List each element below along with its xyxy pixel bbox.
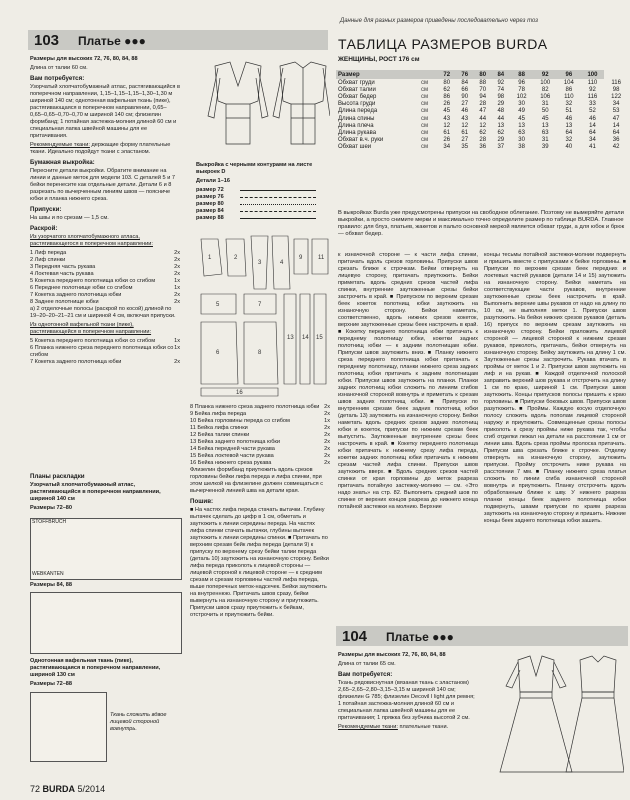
mid-column — [190, 404, 330, 621]
model-104-need-heading: Вам потребуется: — [338, 671, 393, 678]
top-note: Данные для разных размеров приведены последовательно через тоз — [340, 18, 539, 24]
plans-heading: Планы раскладки — [30, 473, 85, 480]
cut-item-qty: 1x — [324, 418, 330, 424]
page-number: 72 — [30, 784, 41, 794]
measure-value: 64 — [612, 129, 620, 136]
sizes: Размеры для высоких 72, 76, 80, 84, 88 — [30, 56, 138, 62]
measure-value: 36 — [479, 144, 487, 151]
measure-value: 45 — [443, 108, 451, 115]
size-col-header: 76 — [456, 70, 474, 79]
measure-value: 12 — [443, 122, 451, 129]
svg-text:16: 16 — [236, 390, 243, 396]
measure-value: 32 — [565, 101, 573, 108]
cut-item — [30, 271, 180, 278]
cut-item-label: 2 Лиф спинки — [30, 257, 66, 263]
model-104-rec: плательные ткани. — [399, 724, 449, 730]
cut-item-label: 13 Бейка заднего полотнища юбки — [190, 439, 280, 445]
measure-value: 63 — [518, 129, 525, 136]
size-legend-label: размер 88 — [196, 215, 224, 221]
measure-value: 74 — [497, 86, 505, 93]
cut-item — [190, 425, 330, 432]
size-col-header: 80 — [474, 70, 492, 79]
measure-value: 110 — [564, 93, 574, 100]
measure-value: 86 — [565, 86, 573, 93]
plan1-title: Узорчатый хлопчатобумажный атлас, растягивающийся в поперечном направлении, шириной 140 см — [30, 482, 161, 502]
plan1-sizes: Размеры 72–80 — [30, 505, 73, 511]
measure-value: 110 — [587, 79, 598, 86]
measure-value: 82 — [541, 86, 549, 93]
cut-item-label: 8 Планка нижнего среза заднего полотнища юбки — [190, 404, 320, 410]
measure-value: 40 — [565, 144, 573, 151]
length: Длина от талии 60 см. — [30, 65, 88, 71]
right-col-2: концы тесьмы потайной застежки-молнии подвернуть и пришить вместе с припусками к бейке горловины. ■ Припуски по верхним срезам беек передних и локтевых частей рукавов (детали 14 и 15) заутюжить на изнаночную сторону. Бейки наметать на соответствующие части рукавов, внутренние заутюженные срезы беек настрочить в край. Выполнить верхние швы рукавов от надо на длину по 10 см, не выполняя метки 1. Припуски швов разутюжить. На бейки нижних срезов рукавов (деталь 16) припуск по верхним срезам заутюжить на изнаночную сторону. Бейки приложить лицевой стороной — лицевой стороной к нижним срезам рукавов, приколоть, притачать, бейки отвернуть на изнаночную сторону. Бейку заутюжить на длину 1 см. Заутюженные срезы застрочить. Рукава втачать в проймы от меток 1 и 2. Припуски швов заутюжить на лиф и на рукав. ■ Каждой отделочной полоской заправить верхний шов рукава и отстрочить на длину 1 см по краю, шириной 1 см. Припуски швов заутюжить. Концы припусков полосы пришить к краю горловины. ■ Припуски боковых швов. Припуски швов разутюжить. ■ Проймы. Каждую косую отделочную полосу сложить вдоль пополам лицевой стороной наружу и приутюжить. Совмещенные срезы полосы приколоть к срезу проймы ниже рукава так, чтобы сгиб отделки лежал на детали на расстоянии 1 см от линии шва. Вдоль среза проймы пролоска притачать. Припуски шва срезать ближе к строчке. Отделку отвернуть на изнаночную сторону, заутюжить припуски. Пройму отстрочить ниже рукава на расстоянии 7 мм. ■ Планку нижнего среза платья сложить по линии сгиба изнаночной стороной вовнутрь и приутюжить. Планку отстрочить вдоль обработанным ближе к шву. У нижнего разреза планки концы беек заднего полотнища юбки подвернуть, швами припуски по краям разреза заутюжить на изнаночную сторону и пришить. Нижние концы беек заднего полотнища юбки зашить. — [484, 252, 626, 524]
size-col-header: 96 — [557, 70, 581, 79]
after-text: Флизелин формбанд приутюжить вдоль срезов горловины бейки лифа переда и лифа спинки, при этом шелкой на флизелине должен совмещаться с вычерченной линией шва на детали края. — [190, 467, 324, 494]
measure-value: 51 — [565, 108, 573, 115]
issue: 5/2014 — [77, 784, 106, 794]
measure-value: 28 — [479, 137, 487, 144]
measure-name: Обхват шеи — [338, 144, 372, 151]
cut-item-qty: 2x — [174, 257, 180, 263]
size-table — [336, 70, 628, 151]
measure-unit: см — [420, 108, 429, 115]
svg-text:3: 3 — [258, 260, 262, 266]
size-table-row — [336, 137, 628, 144]
cut-item-label: 3 Передняя часть рукава — [30, 264, 96, 270]
size-col-header: 84 — [492, 70, 510, 79]
size-table-row — [336, 108, 628, 115]
measure-value: 27 — [461, 137, 469, 144]
cut-item-qty: 2x — [324, 404, 330, 410]
size-legend-line — [240, 197, 316, 198]
paper-text: Пересните детали выкройки. Обратите внимание на линии и данные меток для модели 103. С деталей 5 и 7 бейки перенесите как отдельные детали. Детали 6 и 8 разрезать по вычерченным линиям швов — поясниче юбки и планка нижнего среза. — [30, 168, 175, 202]
cut-item-qty: 2x — [174, 299, 180, 305]
cut-item — [30, 278, 180, 285]
measure-value: 36 — [612, 137, 620, 144]
size-table-head — [336, 70, 628, 79]
plan2-sizes-wrap — [30, 582, 72, 589]
cut-item-qty: 1x — [174, 338, 180, 344]
measure-value: 104 — [563, 79, 574, 86]
measure-value: 64 — [589, 129, 596, 136]
size-legend-label: размер 76 — [196, 194, 224, 200]
measure-value: 30 — [518, 137, 525, 144]
size-legend-line — [240, 218, 316, 219]
size-legend — [196, 187, 316, 222]
size-table-row — [336, 115, 628, 122]
measure-value: 80 — [443, 79, 451, 86]
size-table-row — [336, 122, 628, 129]
size-col-header: 88 — [510, 70, 534, 79]
size-legend-line — [240, 190, 316, 191]
layout-plan-3 — [30, 692, 107, 762]
measure-value: 44 — [497, 115, 505, 122]
measure-value: 44 — [479, 115, 487, 122]
measure-value: 96 — [518, 79, 525, 86]
measure-value: 88 — [479, 79, 487, 86]
svg-text:7: 7 — [258, 302, 262, 308]
measure-value: 100 — [540, 79, 551, 86]
measure-value: 92 — [589, 86, 596, 93]
cut-item-label: 15 Бейка локтевой части рукава — [190, 453, 274, 459]
svg-text:2: 2 — [234, 255, 238, 261]
cut-item — [30, 359, 180, 366]
size-table-subtitle: ЖЕНЩИНЫ, РОСТ 176 см — [338, 56, 420, 63]
cut-list-3 — [190, 404, 330, 467]
plan-note: Ткань сложить вдвое лицевой стороной вовнутрь. — [110, 712, 167, 732]
cut-item-label: 5 Кокетка переднего полотнища юбки со сгибом — [30, 338, 156, 344]
measure-value: 34 — [443, 144, 451, 151]
cut-item-label: 1 Лиф переда — [30, 250, 67, 256]
cut-item-label: 14 Бейка передней части рукава — [190, 446, 275, 452]
measure-name: Длина переда — [338, 108, 378, 115]
svg-text:9: 9 — [299, 255, 303, 261]
measure-value: 13 — [497, 122, 505, 129]
measure-value: 45 — [541, 115, 549, 122]
size-legend-line — [240, 211, 316, 212]
plan3-sizes: Размеры 72–88 — [30, 681, 73, 687]
measure-value: 106 — [540, 93, 551, 100]
cut-item — [30, 285, 180, 292]
measure-value: 61 — [461, 129, 469, 136]
measure-value: 116 — [611, 79, 621, 86]
measure-value: 62 — [479, 129, 487, 136]
measure-value: 84 — [461, 79, 469, 86]
measure-value: 46 — [461, 108, 469, 115]
cut-item — [30, 292, 180, 299]
measure-value: 66 — [461, 86, 469, 93]
cut-item-qty: 1x — [174, 278, 180, 284]
measure-value: 92 — [497, 79, 505, 86]
allow-heading: Припуски: — [30, 206, 62, 213]
fold-label: STOFFBRUCH — [32, 519, 67, 525]
cut-item — [30, 257, 180, 264]
measure-value: 49 — [518, 108, 525, 115]
size-legend-line — [240, 204, 316, 205]
measure-name: Обхват груди — [338, 79, 375, 86]
cut-item-qty: 1x — [174, 345, 180, 351]
allow-text: На швы и по срезам — 1,5 см. — [30, 215, 109, 221]
measure-value: 29 — [497, 137, 505, 144]
measure-value: 116 — [587, 93, 598, 100]
measure-value: 27 — [461, 101, 469, 108]
measure-value: 34 — [589, 137, 596, 144]
size-col-header: 72 — [438, 70, 456, 79]
measure-value: 29 — [497, 101, 505, 108]
cut-item — [30, 264, 180, 271]
measure-value: 30 — [518, 101, 525, 108]
cut-heading: Раскрой: — [30, 225, 58, 232]
size-legend-label: размер 72 — [196, 187, 224, 193]
cut-item-qty: 2x — [324, 453, 330, 459]
measure-value: 43 — [461, 115, 469, 122]
cut-item-label: 4 Локтевая часть рукава — [30, 271, 94, 277]
pattern-caption — [196, 162, 316, 222]
dress-104-sketch — [488, 652, 624, 792]
measure-value: 64 — [565, 129, 573, 136]
plan2-sizes: Размеры 84, 88 — [30, 582, 73, 588]
cut-item — [190, 446, 330, 453]
measure-value: 31 — [541, 101, 549, 108]
measure-value: 47 — [612, 115, 620, 122]
need-text: Узорчатый хлопчатобумажный атлас, растягивающийся в поперечном направлении, 1,15–1,15–1,15–1,30–1,30 м шириной 140 см; однотонная вафельная ткань (пике), растягивающаяся в поперечном направлении, 0,65–0,65–0,65–0,70–0,70 м шириной 140 см; флизелин формбанд; 1 потайная застежка-молния длиной 60 см и специальная лапка швейной машины для ее притачивания. — [30, 84, 180, 139]
cut-fabric-2: Из однотонной вафельной ткани (пике), растягивающейся в поперечном направлении: — [30, 322, 152, 335]
measure-value: 122 — [611, 93, 622, 100]
measure-value: 35 — [461, 144, 469, 151]
size-table-title: ТАБЛИЦА РАЗМЕРОВ BURDA — [338, 36, 548, 52]
measure-value: 90 — [461, 93, 469, 100]
size-col-header — [419, 70, 438, 79]
measure-value: 26 — [443, 137, 451, 144]
measure-name: Обхват в.ч. руки — [338, 137, 384, 144]
model-104-number: 104 — [342, 628, 368, 645]
cut-item — [30, 299, 180, 306]
dress-sketches — [190, 56, 330, 156]
measure-value: 61 — [443, 129, 451, 136]
selvage-label: WEBKANTEN — [32, 571, 64, 577]
cut-strips: а) 2 отделочные полосы (раскрой по косой) длиной по 19–20–20–21–21 см и шириной 4 см, включая припуски. — [30, 306, 176, 319]
svg-text:13: 13 — [287, 335, 294, 341]
measure-unit: см — [420, 115, 429, 122]
cut-fabric-1: Из узорчатого хлопчатобумажного атласа, растягивающегося в поперечном направлении: — [30, 234, 153, 247]
cut-item-qty: 2x — [174, 359, 180, 365]
left-column — [30, 56, 180, 366]
size-legend-label: размер 84 — [196, 208, 224, 214]
measure-value: 38 — [518, 144, 525, 151]
cut-item — [190, 439, 330, 446]
measure-value: 14 — [612, 122, 620, 129]
cut-item-label: 6 Планка нижнего среза переднего полотнища юбки со сгибом — [30, 345, 174, 358]
measure-value: 13 — [541, 122, 549, 129]
model-104-title: Платье ●●● — [386, 630, 454, 644]
measure-unit: см — [420, 79, 429, 86]
size-legend-item — [196, 187, 316, 194]
measure-value: 47 — [479, 108, 487, 115]
cut-item — [190, 453, 330, 460]
measure-value: 31 — [541, 137, 549, 144]
sew-heading: Пошив: — [190, 498, 214, 505]
size-table-row — [336, 129, 628, 136]
model-104-header — [336, 626, 628, 646]
size-col-header: Размер — [336, 70, 419, 79]
measure-unit: см — [420, 129, 429, 136]
right-col-1: к изначочной стороне — к части лифа спинки, притачать вдоль срезов горловины. Припуски швов срезать ближе к строчкам. Бейки отвернуть на лицевую сторону, притачать приутюжить. Бейки приметать вдоль средних срезов частей лифа спинки, внутренние заутюженные срезы бейки застрочить в край. ■ Припуском по верхним срезам беек кокеток полотнищ юбки заутюжить на изнаночную сторону. Бейки наметать, соответственно, вдоль нижних срезов кокеток, верхние заутюженные срезы беек настрочить в край. ■ Кокетку переднего полотнища юбки притачать к переднему полотнищу юбки, кокетки задних полотнищ юбки — к задним полотнищам юбки. Припуски швов заутюжить вниз. ■ Планку нижнего среза переднего полотнища юбки притачать к переднему полотнищу, планки нижнего среза задних полотнищ юбки притачать к задним полотнищам юбки. Припуски швов заутюжить на планки. Планки задних полотнищ юбки сложить по линиям сгибов изнаночной стороной вовнутрь и приметать к срезам швов задних полотнищ юбки. ■ Припуски по внутренним срезам беек задних полотнищ юбки (деталь 13) заутюжить на изнаночную сторону. Бейки наметать вдоль средних срезов задних полотнищ юбки и кокеток, припуски по нижним срезам беек выпустить. Заутюженные внутренние срезы беек настрочить в край. ■ Кокетку переднего полотнища юбки притачать к нижнему срезу лифа переда, кокетки задних полотнищ юбки притачать к нижним срезам частей лифа спинки. Припуски швов заутюжить вверх. ■ Вдоль средних срезов частей спинки от края горловины до меток разреза притачать потайную застежку-молнию — см. «Это надо знать» на стр. 82. Выполнить средний шов по спинке от верхних концов разреза до нижнего конца потайной застежки на молнию. Верхние — [338, 252, 478, 510]
size-table-row — [336, 86, 628, 93]
model-title: Платье ●●● — [78, 34, 146, 48]
model-104-sizes: Размеры для высоких 72, 76, 80, 84, 88 — [338, 652, 446, 658]
svg-text:6: 6 — [216, 350, 220, 356]
measure-name: Длина спины — [338, 115, 375, 122]
measure-value: 78 — [518, 86, 525, 93]
table-note: В выкройках Burda уже предусмотрены припуски на свободное облегание. Поэтому не вымеряйте детали выкройки, а просто снимите мерки и максимально точно определите размер по таблице BURDA. Главное правило: для блуз, платьев, жакетов и пальто основной меркой является обхват груди, а для юбок и брюк — обхват бедер. — [338, 210, 625, 237]
measure-value: 12 — [479, 122, 487, 129]
measure-value: 48 — [497, 108, 505, 115]
cut-item-label: 10 Бейка горловины переда со сгибом — [190, 418, 290, 424]
pattern-pieces — [196, 234, 332, 399]
measure-value: 33 — [589, 101, 596, 108]
cut-item-qty: 2x — [324, 460, 330, 466]
cut-item — [30, 250, 180, 257]
cap-details: Детали 1–16 — [196, 178, 230, 184]
cut-item-qty: 2x — [174, 292, 180, 298]
cut-item-qty: 2x — [324, 446, 330, 452]
brand: BURDA — [42, 784, 76, 794]
cut-item-label: 5 Кокетка переднего полотнища юбки со сгибом — [30, 278, 156, 284]
measure-value: 14 — [589, 122, 596, 129]
svg-text:1: 1 — [208, 255, 212, 261]
svg-text:5: 5 — [216, 302, 220, 308]
cut-item-qty: 2x — [174, 250, 180, 256]
cut-list-1 — [30, 250, 180, 306]
measure-value: 41 — [589, 144, 596, 151]
measure-value: 98 — [497, 93, 505, 100]
model-104-need: Ткань рядовиснутная (вязаная ткань с эластаном) 2,65–2,65–2,80–3,15–3,15 м шириной 140 см; флизелин G 785; флизелин Decovil I light для ремня; 1 потайная застежка-молния длиной 60 см и специальная лапка швейной машины для ее притачивания; 1 пряжка без зубчика высотой 2 см. — [338, 680, 475, 721]
size-legend-item — [196, 215, 316, 222]
measure-value: 62 — [443, 86, 451, 93]
measure-value: 26 — [443, 101, 451, 108]
measure-value: 43 — [443, 115, 451, 122]
size-table-body — [336, 79, 628, 151]
svg-text:4: 4 — [280, 260, 284, 266]
cut-item-label: 9 Бейка лифа переда — [190, 411, 247, 417]
cut-item-label: 16 Бейка нижнего среза рукава — [190, 460, 272, 466]
svg-text:8: 8 — [258, 350, 262, 356]
model-104-length: Длина от талии 65 см. — [338, 661, 396, 667]
cut-item-qty: 2x — [174, 271, 180, 277]
measure-value: 34 — [612, 101, 620, 108]
size-col-header: 92 — [533, 70, 557, 79]
model-104-rec-heading: Рекомендуемые ткани: — [338, 724, 398, 730]
measure-name: Обхват талии — [338, 86, 376, 93]
measure-value: 94 — [479, 93, 487, 100]
size-table-row — [336, 101, 628, 108]
sew-text: ■ На частях лифа переда стачать вытачки. Глубину вытачек сделать до цифр в 1 см, обметать и заутюжить к линии середины переда. На частях лифа спинки стачать вытачки, глубины вытачек заутюжить к линии середины спинки. ■ Притачать по верхним срезам бейк лифа переда (детали 9) к припуску по верхнему срезу бейки талии переда (деталь 10) заутюжить на изнаночную сторону. Бейки лифа переда приколоть к лицевой стороны — лицевой стороной к лицевой стороне — к средним срезам и срезам горловины частей лифа переда, выше поперечных меток-надсечек. Бейки заутюжить на внутреннюю. Притачать швов сразу, бейки вывернуть на изнаночную сторону и приутюжить. Припуски швов сразу приутюжить к бейкам, отстрочить и приутюжить бейки. — [190, 507, 329, 618]
model-104-text — [338, 652, 478, 733]
svg-text:14: 14 — [302, 335, 309, 341]
cap-heading: Выкройка с черными контурами на листе выкроек D — [196, 162, 313, 175]
cut-item — [30, 345, 180, 359]
measure-value: 13 — [565, 122, 573, 129]
measure-value: 46 — [565, 115, 573, 122]
layout-plan-2 — [30, 592, 182, 654]
cut-item — [190, 460, 330, 467]
cut-list-2 — [30, 338, 180, 366]
size-table-row — [336, 93, 628, 100]
cut-item — [30, 338, 180, 345]
model-number: 103 — [34, 32, 60, 49]
measure-value: 42 — [612, 144, 620, 151]
plans-block — [30, 470, 185, 514]
size-legend-item — [196, 194, 316, 201]
cut-item-label: 12 Бейка талии спинки — [190, 432, 250, 438]
cut-item — [190, 404, 330, 411]
measure-unit: см — [420, 144, 429, 151]
svg-text:11: 11 — [318, 255, 325, 261]
svg-text:15: 15 — [316, 335, 323, 341]
measure-value: 70 — [479, 86, 487, 93]
size-table-row — [336, 144, 628, 151]
measure-value: 45 — [518, 115, 525, 122]
cut-item-qty: 2x — [324, 439, 330, 445]
measure-value: 53 — [612, 108, 620, 115]
measure-value: 52 — [589, 108, 596, 115]
cut-item — [190, 418, 330, 425]
measure-name: Длина плеча — [338, 122, 374, 129]
cut-item-label: 7 Кокетка заднего полотнища юбки — [30, 359, 122, 365]
measure-value: 39 — [541, 144, 549, 151]
size-table-row — [336, 79, 628, 86]
size-col-header: 100 — [581, 70, 605, 79]
cut-item-qty: 2x — [174, 264, 180, 270]
measure-unit: см — [420, 137, 429, 144]
measure-value: 98 — [612, 86, 620, 93]
measure-unit: см — [420, 122, 429, 129]
measure-value: 63 — [541, 129, 549, 136]
plan3-title: Однотонная вафельная ткань (пике), растягивающаяся в поперечном направлении, шириной 130 см — [30, 658, 161, 678]
measure-value: 62 — [497, 129, 505, 136]
measure-name: Обхват бедер — [338, 93, 377, 100]
cut-item-label: 6 Переднее полотнище юбки со сгибом — [30, 285, 133, 291]
measure-name: Длина рукава — [338, 129, 377, 136]
size-legend-label: размер 80 — [196, 201, 224, 207]
measure-value: 46 — [589, 115, 596, 122]
cut-item-qty: 2x — [324, 425, 330, 431]
rec-text: держащие форму плательные ткани. Идеально подойдут ткани с эластаном. — [30, 142, 171, 155]
model-103-header — [28, 30, 328, 50]
cut-item-qty: 1x — [174, 285, 180, 291]
cut-item-qty: 2x — [324, 411, 330, 417]
measure-value: 102 — [516, 93, 527, 100]
measure-name: Высота груди — [338, 101, 376, 108]
footer — [30, 784, 105, 794]
cut-item — [190, 411, 330, 418]
cut-item-qty: 2x — [324, 432, 330, 438]
measure-value: 37 — [497, 144, 505, 151]
measure-unit: см — [420, 93, 429, 100]
measure-value: 32 — [565, 137, 573, 144]
size-legend-item — [196, 201, 316, 208]
measure-value: 50 — [541, 108, 549, 115]
size-legend-item — [196, 208, 316, 215]
cut-item — [190, 432, 330, 439]
rec-heading: Рекомендуемые ткани: — [30, 142, 90, 148]
need-heading: Вам потребуется: — [30, 75, 85, 82]
measure-value: 86 — [443, 93, 451, 100]
measure-value: 28 — [479, 101, 487, 108]
cut-item-label: 7 Кокетка заднего полотнища юбки — [30, 292, 122, 298]
paper-heading: Бумажная выкройка: — [30, 159, 95, 166]
cut-item-label: 8 Заднее полотнище юбки — [30, 299, 99, 305]
cut-item-label: 11 Бейка лифа спинки — [190, 425, 248, 431]
measure-unit: см — [420, 101, 429, 108]
measure-value: 12 — [461, 122, 469, 129]
measure-value: 13 — [518, 122, 525, 129]
plan3-wrap — [30, 658, 180, 690]
measure-unit: см — [420, 86, 429, 93]
